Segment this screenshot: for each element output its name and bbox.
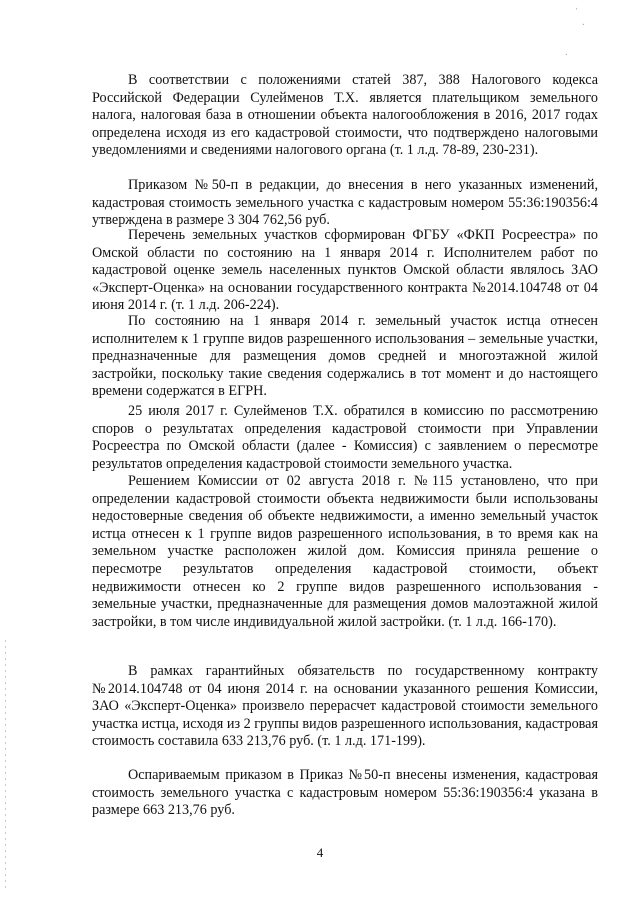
- scan-speck: ˈ: [575, 7, 579, 18]
- paragraph: По состоянию на 1 января 2014 г. земельный участок истца отнесен исполнителем к 1 группе видов разрешенного использования – земельные участки, предназначенные для размещения домов средней и многоэтажной жилой застройки, поскольку такие сведения содержались в тот момент и до настоящего времени содержатся в ЕГРН.: [92, 313, 598, 400]
- paragraph: Решением Комиссии от 02 августа 2018 г. №115 установлено, что при определении кадастровой стоимости объекта недвижимости были использованы недостоверные сведения об объекте недвижимости, а именно земельный участок истца отнесен к 1 группе видов разрешенного использования, в то время как на земельном участке расположен жилой дом. Комиссия приняла решение о пересмотре результатов определения кадастровой стоимости, объект недвижимости отнесен ко 2 группе видов разрешенного использования - земельные участки, предназначенные для размещения домов малоэтажной жилой застройки, в том числе индивидуальной жилой застройки. (т. 1 л.д. 166-170).: [92, 473, 598, 630]
- paragraph: Перечень земельных участков сформирован ФГБУ «ФКП Росреестра» по Омской области по состоянию на 1 января 2014 г. Исполнителем работ по кадастровой оценке земель населенных пунктов Омской области являлось ЗАО «Эксперт-Оценка» на основании государственного контракта №2014.104748 от 04 июня 2014 г. (т. 1 л.д. 206-224).: [92, 227, 598, 314]
- page-number: 4: [316, 845, 324, 860]
- paragraph: 25 июля 2017 г. Сулейменов Т.Х. обратился в комиссию по рассмотрению споров о результатах определения кадастровой стоимости при Управлении Росреестра по Омской области (далее - Комиссия) с заявлением о пересмотре результатов определения кадастровой стоимости земельного участка.: [92, 403, 598, 472]
- paragraph: В соответствии с положениями статей 387, 388 Налогового кодекса Российской Федерации Сулейменов Т.Х. является плательщиком земельного налога, налоговая база в отношении объекта налогообложения в 2016, 2017 годах определена исходя из его кадастровой стоимости, что подтверждено налоговыми уведомлениями и сведениями налогового органа (т. 1 л.д. 78-89, 230-231).: [92, 72, 598, 159]
- paragraph: Приказом №50-п в редакции, до внесения в него указанных изменений, кадастровая стоимость земельного участка с кадастровым номером 55:36:190356:4 утверждена в размере 3 304 762,56 руб.: [92, 177, 598, 229]
- paragraph: В рамках гарантийных обязательств по государственному контракту №2014.104748 от 04 июня 2014 г. на основании указанного решения Комиссии, ЗАО «Эксперт-Оценка» произвело перерасчет кадастровой стоимости земельного участка истца, исходя из 2 группы видов разрешенного использования, кадастровая стоимость составила 633 213,76 руб. (т. 1 л.д. 171-199).: [92, 663, 599, 750]
- paragraph: Оспариваемым приказом в Приказ №50-п внесены изменения, кадастровая стоимость земельного участка с кадастровым номером 55:36:190356:4 указана в размере 663 213,76 руб.: [92, 767, 598, 819]
- scan-speck: ˑ: [565, 51, 568, 62]
- scan-speck: ˑ: [582, 21, 585, 32]
